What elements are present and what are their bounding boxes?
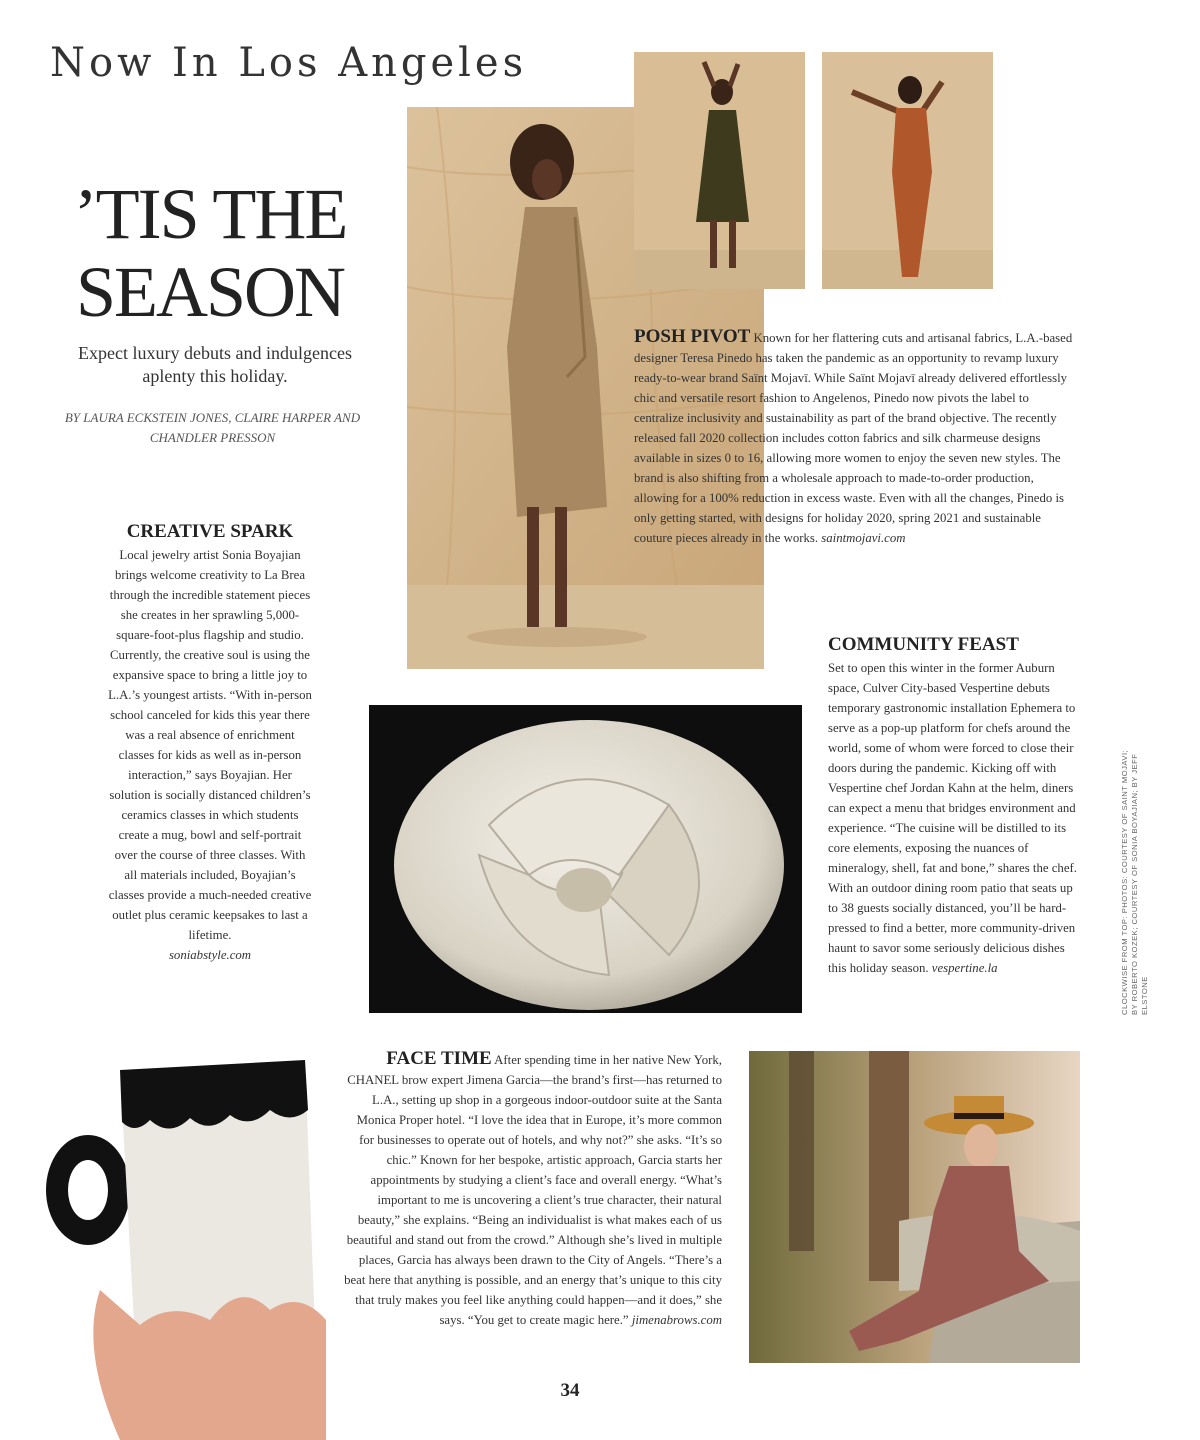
photo-woman-hat-lounging: [749, 1051, 1080, 1363]
community-feast-url[interactable]: vespertine.la: [931, 961, 998, 975]
title-line-2: SEASON: [75, 252, 345, 332]
photo-ceramic-sculpture: [369, 705, 802, 1013]
posh-pivot-url[interactable]: saintmojavi.com: [821, 531, 906, 545]
posh-pivot-article: [634, 327, 1079, 548]
page-title: [40, 175, 380, 331]
creative-spark-text: Local jewelry artist Sonia Boyajian brings welcome creativity to La Brea through the incredible statement pieces she creates in her sprawling 5,000-square-foot-plus flagship and studio. Currently, the creative soul is using the expansive space to bring a little joy to L.A.’s youngest artists. “With in-person school canceled for kids this year there was a real absence of enrichment classes for kids as well as in-person interaction,” says Boyajian. Her solution is socially distanced children’s ceramics classes in which students create a mug, bowl and self-portrait over the course of three classes. With all materials included, Boyajian’s classes provide a much-needed creative outlet plus ceramic keepsakes to last a lifetime.: [108, 548, 312, 942]
community-feast-text: Set to open this winter in the former Auburn space, Culver City-based Vespertine debuts temporary gastronomic installation Ephemera to serve as a pop-up platform for chefs around the world, some of whom were forced to close their doors during the pandemic. Kicking off with Vespertine chef Jordan Kahn at the helm, diners can expect a menu that bridges environment and experience. “The cuisine will be distilled to its core elements, exposing the nuances of mineralogy, shell, fat and bone,” shares the chef. With an outdoor dining room patio that seats up to 38 guests socially distanced, you’ll be hard-pressed to find a better, more community-driven haunt to savor some seriously delicious dishes this holiday season.: [828, 661, 1077, 975]
community-feast-heading: COMMUNITY FEAST: [828, 634, 1019, 655]
face-time-article: [340, 1049, 722, 1330]
section-header: Now In Los Angeles: [50, 40, 528, 86]
community-feast-body: [828, 658, 1083, 978]
photo-model-rust-jumpsuit: [822, 52, 993, 289]
photo-ceramic-mug: [40, 1050, 326, 1440]
photo-credit-line-1: CLOCKWISE FROM TOP: PHOTOS: COURTESY OF SAINT MOJAVI;: [1120, 749, 1129, 1015]
photo-model-green-dress: [634, 52, 805, 289]
face-time-text: After spending time in her native New York, CHANEL brow expert Jimena Garcia—the brand’s first—has returned to L.A., setting up shop in a gorgeous indoor-outdoor suite at the Santa Monica Proper hotel. “I love the idea that in Europe, it’s more common for businesses to operate out of hotels, and why not?” she asks. “It’s so chic.” Known for her bespoke, artistic approach, Garcia starts her appointments by studying a client’s face and overall energy. “What’s important to me is uncovering a client’s true character, their natural beauty,” she explains. “Being an individualist is what makes each of us beautiful and stand out from the crowd.” Although she’s lived in multiple places, Garcia has always been drawn to the City of Angels. “There’s a beat here that anything is possible, and an energy that’s unique to this city that truly makes you feel like anything could happen—and it does,” she says. “You get to create magic here.”: [344, 1053, 722, 1327]
page-number: 34: [560, 1380, 580, 1401]
posh-pivot-heading: POSH PIVOT: [634, 326, 751, 347]
title-line-1: ’TIS THE: [73, 174, 347, 254]
photo-credit-line-2: BY ROBERTO KOZEK; COURTESY OF SONIA BOYAJIAN; BY JEFF ELSTONE: [1130, 753, 1149, 1015]
byline: BY LAURA ECKSTEIN JONES, CLAIRE HARPER AND CHANDLER PRESSON: [64, 410, 361, 445]
creative-spark-heading: CREATIVE SPARK: [126, 521, 294, 542]
posh-pivot-text: Known for her flattering cuts and artisanal fabrics, L.A.-based designer Teresa Pinedo has taken the pandemic as an opportunity to revamp luxury ready-to-wear brand Saïnt Mojavī. While Saïnt Mojavī already delivered effortlessly chic and versatile resort fashion to Angelenos, Pinedo now pivots the label to centralize inclusivity and sustainability as part of the brand objective. The recently released fall 2020 collection includes cotton fabrics and silk charmeuse designs available in sizes 0 to 16, allowing more women to enjoy the seven new styles. The brand is also shifting from a wholesale approach to made-to-order production, allowing for a 100% reduction in excess waste. Even with all the changes, Pinedo is only getting started, with designs for holiday 2020, spring 2021 and sustainable couture pieces already in the works.: [634, 331, 1073, 545]
photo-credit: [1120, 715, 1150, 1015]
dek: Expect luxury debuts and indulgences aplenty this holiday.: [78, 343, 352, 386]
creative-spark-body: [108, 545, 312, 965]
creative-spark-url[interactable]: soniabstyle.com: [168, 948, 252, 962]
face-time-heading: FACE TIME: [386, 1048, 492, 1069]
face-time-url[interactable]: jimenabrows.com: [631, 1313, 722, 1327]
